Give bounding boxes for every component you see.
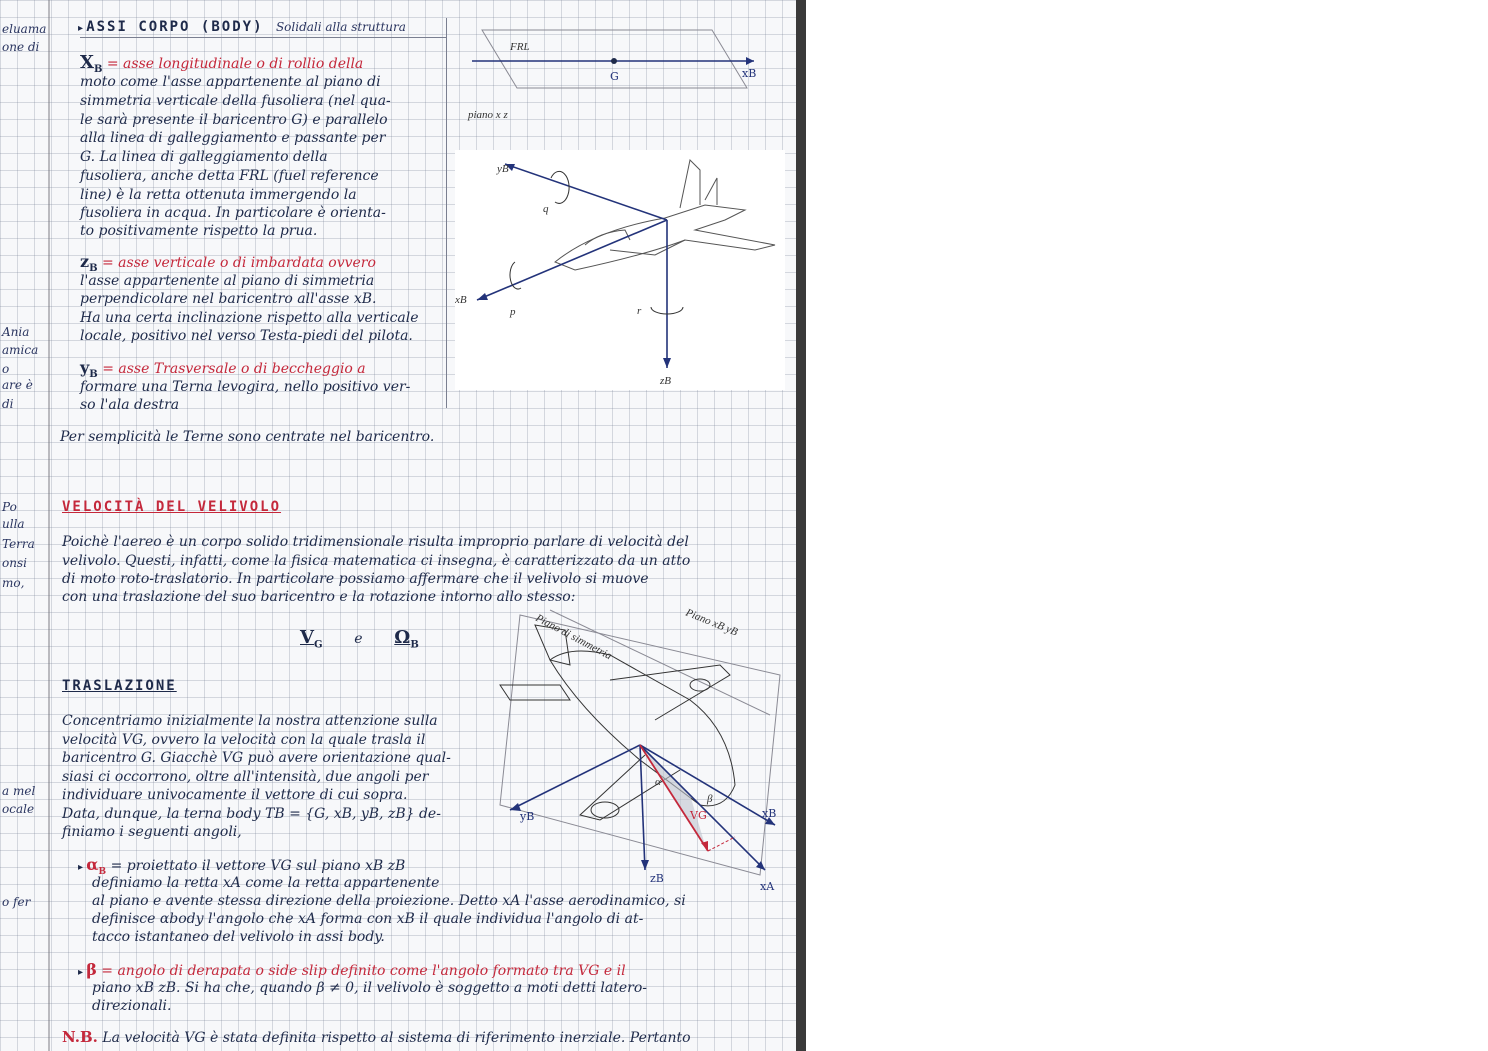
and-word: e bbox=[354, 631, 363, 647]
text-line: velivolo. Questi, infatti, come la fisica matematica ci insegna, è caratterizzato da un atto bbox=[62, 553, 691, 569]
text-line: = asse Trasversale o di beccheggio a bbox=[102, 361, 366, 377]
text-line: simmetria verticale della fusoliera (nel qua- bbox=[80, 93, 391, 109]
strip-text: onsi bbox=[2, 556, 27, 570]
projection-line bbox=[708, 837, 735, 851]
text-line: finiamo i seguenti angoli, bbox=[62, 824, 242, 840]
airliner-sketch bbox=[500, 625, 735, 820]
figure-background bbox=[455, 150, 785, 390]
xb-label: xB bbox=[455, 294, 467, 306]
strip-text: ocale bbox=[2, 802, 35, 816]
strip-text: o bbox=[2, 362, 10, 376]
g-point bbox=[611, 58, 617, 64]
text-line: alla linea di galleggiamento e passante per bbox=[80, 130, 386, 146]
text-line: line) è la retta ottenuta immergendo la bbox=[80, 187, 357, 203]
strip-text: Terra bbox=[2, 537, 35, 551]
yb-label: yB bbox=[497, 163, 509, 175]
text-line: moto come l'asse appartenente al piano di bbox=[80, 74, 381, 90]
xa-label: xA bbox=[760, 880, 775, 893]
alpha-label: α bbox=[655, 776, 661, 788]
alpha-symbol: α bbox=[86, 855, 99, 874]
beta-definition: ▸ β = angolo di derapata o side slip definito come l'angolo formato tra VG e il bbox=[78, 960, 626, 979]
text-line: con una traslazione del suo baricentro e la rotazione intorno allo stesso: bbox=[62, 589, 576, 605]
plane-label: piano x z bbox=[468, 109, 508, 121]
text-line: = proiettato il vettore VG sul piano xB zB bbox=[110, 858, 406, 874]
text-line: perpendicolare nel baricentro all'asse xB. bbox=[80, 291, 377, 307]
text-line: velocità VG, ovvero la velocità con la quale trasla il bbox=[62, 732, 426, 748]
yb-label: yB bbox=[520, 810, 535, 823]
xb-symbol: X bbox=[80, 52, 94, 73]
vg-label: VG bbox=[690, 809, 707, 822]
strip-text: mo, bbox=[2, 576, 25, 590]
text-line: direzionali. bbox=[92, 998, 172, 1014]
text-line: individuare univocamente il vettore di cui sopra. bbox=[62, 787, 408, 803]
text-line: Ha una certa inclinazione rispetto alla verticale bbox=[80, 310, 419, 326]
text-line: Poichè l'aereo è un corpo solido tridimensionale risulta improprio parlare di velocità del bbox=[62, 534, 689, 550]
vg-symbol: V bbox=[300, 627, 314, 648]
text-line: Data, dunque, la terna body TB = {G, xB, yB, zB} de- bbox=[62, 806, 441, 822]
frl-label: FRL bbox=[510, 41, 530, 53]
text-line: = asse verticale o di imbardata ovvero bbox=[102, 255, 376, 271]
strip-text: o fer bbox=[2, 895, 31, 909]
r-label: r bbox=[637, 305, 642, 317]
section-heading-assi-corpo: ▸ ASSI CORPO (BODY) Solidali alla struttura bbox=[78, 19, 406, 35]
xb-arrowhead bbox=[746, 57, 754, 65]
text-line: piano xB zB. Si ha che, quando β ≠ 0, il velivolo è soggetto a moti detti latero- bbox=[92, 980, 647, 996]
nb-text: La velocità VG è stata definita rispetto al sistema di riferimento inerziale. Pertanto bbox=[102, 1030, 691, 1046]
text-line: G. La linea di galleggiamento della bbox=[80, 149, 328, 165]
section-heading-traslazione bbox=[62, 677, 177, 696]
text-line: fusoliera in acqua. In particolare è orienta- bbox=[80, 205, 386, 221]
body-axes-diagram bbox=[455, 150, 785, 390]
assi-conclusion: Per semplicità le Terne sono centrate nel baricentro. bbox=[60, 429, 435, 445]
text-line: al piano e avente stessa direzione della proiezione. Detto xA l'asse aerodinamico, si bbox=[92, 893, 686, 909]
yb-symbol: y bbox=[80, 358, 90, 377]
zb-arrowhead bbox=[641, 860, 649, 870]
heading-text: TRASLAZIONE bbox=[62, 678, 177, 694]
text-line: l'asse appartenente al piano di simmetria bbox=[80, 273, 375, 289]
zb-symbol: z bbox=[80, 252, 90, 271]
beta-label: β bbox=[707, 793, 713, 805]
text-line: baricentro G. Giacchè VG può avere orientazione qual- bbox=[62, 750, 451, 766]
zb-label: zB bbox=[660, 375, 671, 387]
strip-text: ulla bbox=[2, 517, 25, 531]
heading-text: VELOCITÀ DEL VELIVOLO bbox=[62, 499, 282, 515]
xbyb-plane-label: Piano xB yB bbox=[683, 606, 740, 639]
velocity-formula bbox=[300, 628, 419, 655]
vg-vector-line bbox=[640, 745, 708, 851]
heading-text: ASSI CORPO (BODY) bbox=[86, 19, 264, 35]
alpha-subscript: B bbox=[98, 866, 107, 877]
nb-note bbox=[62, 1028, 691, 1048]
g-label: G bbox=[610, 70, 619, 83]
text-line: siasi ci occorrono, oltre all'intensità, due angoli per bbox=[62, 769, 429, 785]
text-line: le sarà presente il baricentro G) e parallelo bbox=[80, 112, 388, 128]
margin-line bbox=[48, 0, 50, 1051]
text-line: fusoliera, anche detta FRL (fuel reference bbox=[80, 168, 379, 184]
xb-label: xB bbox=[762, 807, 777, 820]
vg-subscript: G bbox=[313, 639, 323, 651]
heading-note: Solidali alla struttura bbox=[275, 20, 406, 34]
strip-text: one di bbox=[2, 40, 40, 54]
xb-label: xB bbox=[742, 67, 757, 80]
text-line: locale, positivo nel verso Testa-piedi del pilota. bbox=[80, 328, 413, 344]
p-label: p bbox=[510, 306, 516, 318]
omega-symbol: Ω bbox=[394, 627, 411, 648]
notebook-binding bbox=[796, 0, 806, 1051]
beta-symbol: β bbox=[86, 960, 97, 979]
nb-label: N.B. bbox=[62, 1028, 98, 1046]
strip-text: Ania bbox=[2, 325, 30, 339]
omega-subscript: B bbox=[410, 639, 419, 651]
section-heading-velocita bbox=[62, 498, 281, 517]
frl-diagram bbox=[462, 18, 772, 128]
text-line: = asse longitudinale o di rollio della bbox=[106, 56, 364, 72]
strip-text: eluama bbox=[2, 22, 47, 36]
zb-subscript: B bbox=[89, 262, 98, 274]
text-line: definiamo la retta xA come la retta appartenente bbox=[92, 875, 440, 891]
strip-text: amica bbox=[2, 343, 39, 357]
text-line: definisce αbody l'angolo che xA forma con xB il quale individua l'angolo di at- bbox=[92, 911, 644, 927]
sym-plane-label: Piano di simmetria bbox=[533, 612, 614, 663]
text-line: so l'ala destra bbox=[80, 397, 180, 413]
strip-text: are è bbox=[2, 378, 33, 392]
column-divider bbox=[446, 18, 447, 408]
alpha-definition: ▸ $\alpha_B$ = proiettato il vettore VG sul piano xB zB bbox=[78, 855, 406, 877]
yb-subscript: B bbox=[89, 368, 98, 380]
strip-text: di bbox=[2, 397, 14, 411]
text-line: di moto roto-traslatorio. In particolare possiamo affermare che il velivolo si muove bbox=[62, 571, 649, 587]
xb-subscript: B bbox=[93, 63, 103, 75]
zb-label: zB bbox=[650, 872, 664, 885]
text-line: formare una Terna levogira, nello positivo ver- bbox=[80, 379, 411, 395]
rule-line bbox=[80, 37, 446, 38]
aircraft-velocity-diagram bbox=[490, 605, 790, 895]
q-label: q bbox=[543, 203, 549, 215]
strip-text: Po bbox=[2, 500, 17, 514]
previous-page-strip bbox=[0, 0, 46, 1051]
text-line: Concentriamo inizialmente la nostra attenzione sulla bbox=[62, 713, 438, 729]
text-line: = angolo di derapata o side slip definito come l'angolo formato tra VG e il bbox=[101, 963, 626, 979]
text-line: tacco istantaneo del velivolo in assi body. bbox=[92, 929, 385, 945]
strip-text: a mel bbox=[2, 784, 36, 798]
text-line: to positivamente rispetto la prua. bbox=[80, 223, 318, 239]
